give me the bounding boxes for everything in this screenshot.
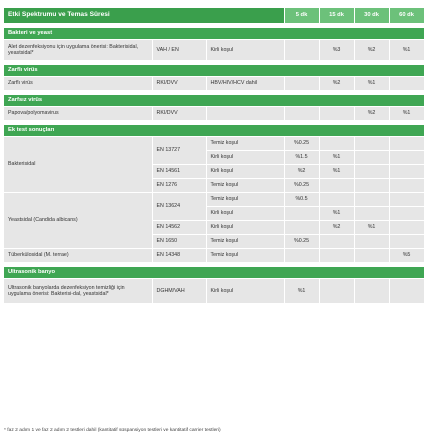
cell-30dk	[354, 207, 389, 221]
row-cond: Temiz koşul	[206, 179, 284, 193]
row-std: RKI/DVV	[152, 77, 206, 91]
row-cond: Temiz koşul	[206, 193, 284, 207]
cell-5dk: %1	[284, 279, 319, 304]
row-std: RKI/DVV	[152, 107, 206, 121]
row-desc: Alet dezenfeksiyonu için uygulama önerisi: Bakterisidal, yeastsidal*	[4, 40, 152, 61]
section-title: Ek test sonuçları	[4, 125, 424, 137]
header-row	[4, 8, 424, 24]
col-30dk: 30 dk	[354, 8, 389, 24]
cell-30dk	[354, 279, 389, 304]
col-60dk: 60 dk	[389, 8, 424, 24]
cell-5dk: %0.25	[284, 235, 319, 249]
cell-15dk: %1	[319, 151, 354, 165]
cell-30dk	[354, 179, 389, 193]
row-desc: Ultrasonik banyolarda dezenfeksiyon temizliği için uygulama önerisi: Bakterisi-dal, yeastsidal*	[4, 279, 152, 304]
row-std: DGHM/VAH	[152, 279, 206, 304]
cell-5dk: %1.5	[284, 151, 319, 165]
cell-15dk	[319, 137, 354, 151]
cell-5dk	[284, 40, 319, 61]
cell-15dk: %1	[319, 165, 354, 179]
row-cond: HBV/HIV/HCV dahil	[206, 77, 284, 91]
row-std: EN 13727	[152, 137, 206, 165]
row-std: EN 1276	[152, 179, 206, 193]
cell-5dk	[284, 249, 319, 263]
cell-5dk: %0.25	[284, 179, 319, 193]
cell-5dk	[284, 77, 319, 91]
cell-30dk: %1	[354, 221, 389, 235]
col-15dk: 15 dk	[319, 8, 354, 24]
cell-60dk: %5	[389, 249, 424, 263]
row-cond: Kirli koşul	[206, 221, 284, 235]
row-cond: Kirli koşul	[206, 40, 284, 61]
table-row	[4, 279, 424, 304]
row-cond: Kirli koşul	[206, 165, 284, 179]
section-title: Ultrasonik banyo	[4, 267, 424, 279]
section-header	[4, 267, 424, 279]
cell-15dk: %2	[319, 77, 354, 91]
cell-60dk	[389, 193, 424, 207]
cell-5dk: %2	[284, 165, 319, 179]
spectrum-table-wrap	[4, 8, 424, 304]
cell-30dk	[354, 137, 389, 151]
section-title: Bakteri ve yeast	[4, 28, 424, 40]
cell-30dk	[354, 165, 389, 179]
row-cond: Kirli koşul	[206, 151, 284, 165]
cell-60dk: %1	[389, 107, 424, 121]
cell-5dk	[284, 221, 319, 235]
table-row	[4, 193, 424, 207]
cell-30dk: %2	[354, 40, 389, 61]
section-header	[4, 28, 424, 40]
row-cond	[206, 107, 284, 121]
row-std: EN 1650	[152, 235, 206, 249]
section-title: Zarfsız virüs	[4, 95, 424, 107]
cell-15dk: %1	[319, 207, 354, 221]
col-5dk: 5 dk	[284, 8, 319, 24]
cell-15dk	[319, 279, 354, 304]
row-cond: Kirli koşul	[206, 279, 284, 304]
cell-60dk	[389, 165, 424, 179]
section-header	[4, 125, 424, 137]
section-title: Zarflı virüs	[4, 65, 424, 77]
table-row	[4, 77, 424, 91]
row-cond: Temiz koşul	[206, 235, 284, 249]
row-cond: Temiz koşul	[206, 249, 284, 263]
table-row	[4, 249, 424, 263]
table-row	[4, 107, 424, 121]
cell-5dk: %0.5	[284, 193, 319, 207]
cell-30dk: %1	[354, 77, 389, 91]
cell-30dk	[354, 249, 389, 263]
cell-30dk: %2	[354, 107, 389, 121]
row-desc: Tüberkülosidal (M. terrae)	[4, 249, 152, 263]
footnote: * faz 2 adım 1 ve faz 2 adım 2 testleri dahil (kantitatif süspansiyon testleri ve kantitatif carrier testleri)	[4, 428, 221, 433]
row-desc: Papova/polyomavirus	[4, 107, 152, 121]
cell-60dk	[389, 235, 424, 249]
cell-60dk	[389, 137, 424, 151]
cell-30dk	[354, 193, 389, 207]
spectrum-table	[4, 8, 425, 304]
cell-60dk: %1	[389, 40, 424, 61]
row-desc: Zarflı virüs	[4, 77, 152, 91]
table-row	[4, 40, 424, 61]
row-std: EN 14561	[152, 165, 206, 179]
cell-15dk	[319, 193, 354, 207]
cell-60dk	[389, 77, 424, 91]
cell-60dk	[389, 179, 424, 193]
row-std: EN 14348	[152, 249, 206, 263]
row-cond: Temiz koşul	[206, 137, 284, 151]
cell-60dk	[389, 279, 424, 304]
cell-5dk: %0.25	[284, 137, 319, 151]
row-cond: Kirli koşul	[206, 207, 284, 221]
cell-15dk: %2	[319, 221, 354, 235]
cell-15dk	[319, 107, 354, 121]
row-desc: Bakterisidal	[4, 137, 152, 193]
cell-60dk	[389, 221, 424, 235]
cell-60dk	[389, 151, 424, 165]
section-header	[4, 95, 424, 107]
cell-60dk	[389, 207, 424, 221]
table-title: Etki Spektrumu ve Temas Süresi	[4, 8, 284, 24]
cell-15dk	[319, 249, 354, 263]
cell-15dk	[319, 235, 354, 249]
row-desc: Yeastsidal (Candida albicans)	[4, 193, 152, 249]
cell-30dk	[354, 151, 389, 165]
row-std: VAH / EN	[152, 40, 206, 61]
cell-15dk: %3	[319, 40, 354, 61]
cell-5dk	[284, 107, 319, 121]
row-std: EN 14562	[152, 221, 206, 235]
section-header	[4, 65, 424, 77]
table-row	[4, 137, 424, 151]
cell-15dk	[319, 179, 354, 193]
cell-5dk	[284, 207, 319, 221]
cell-30dk	[354, 235, 389, 249]
row-std: EN 13624	[152, 193, 206, 221]
